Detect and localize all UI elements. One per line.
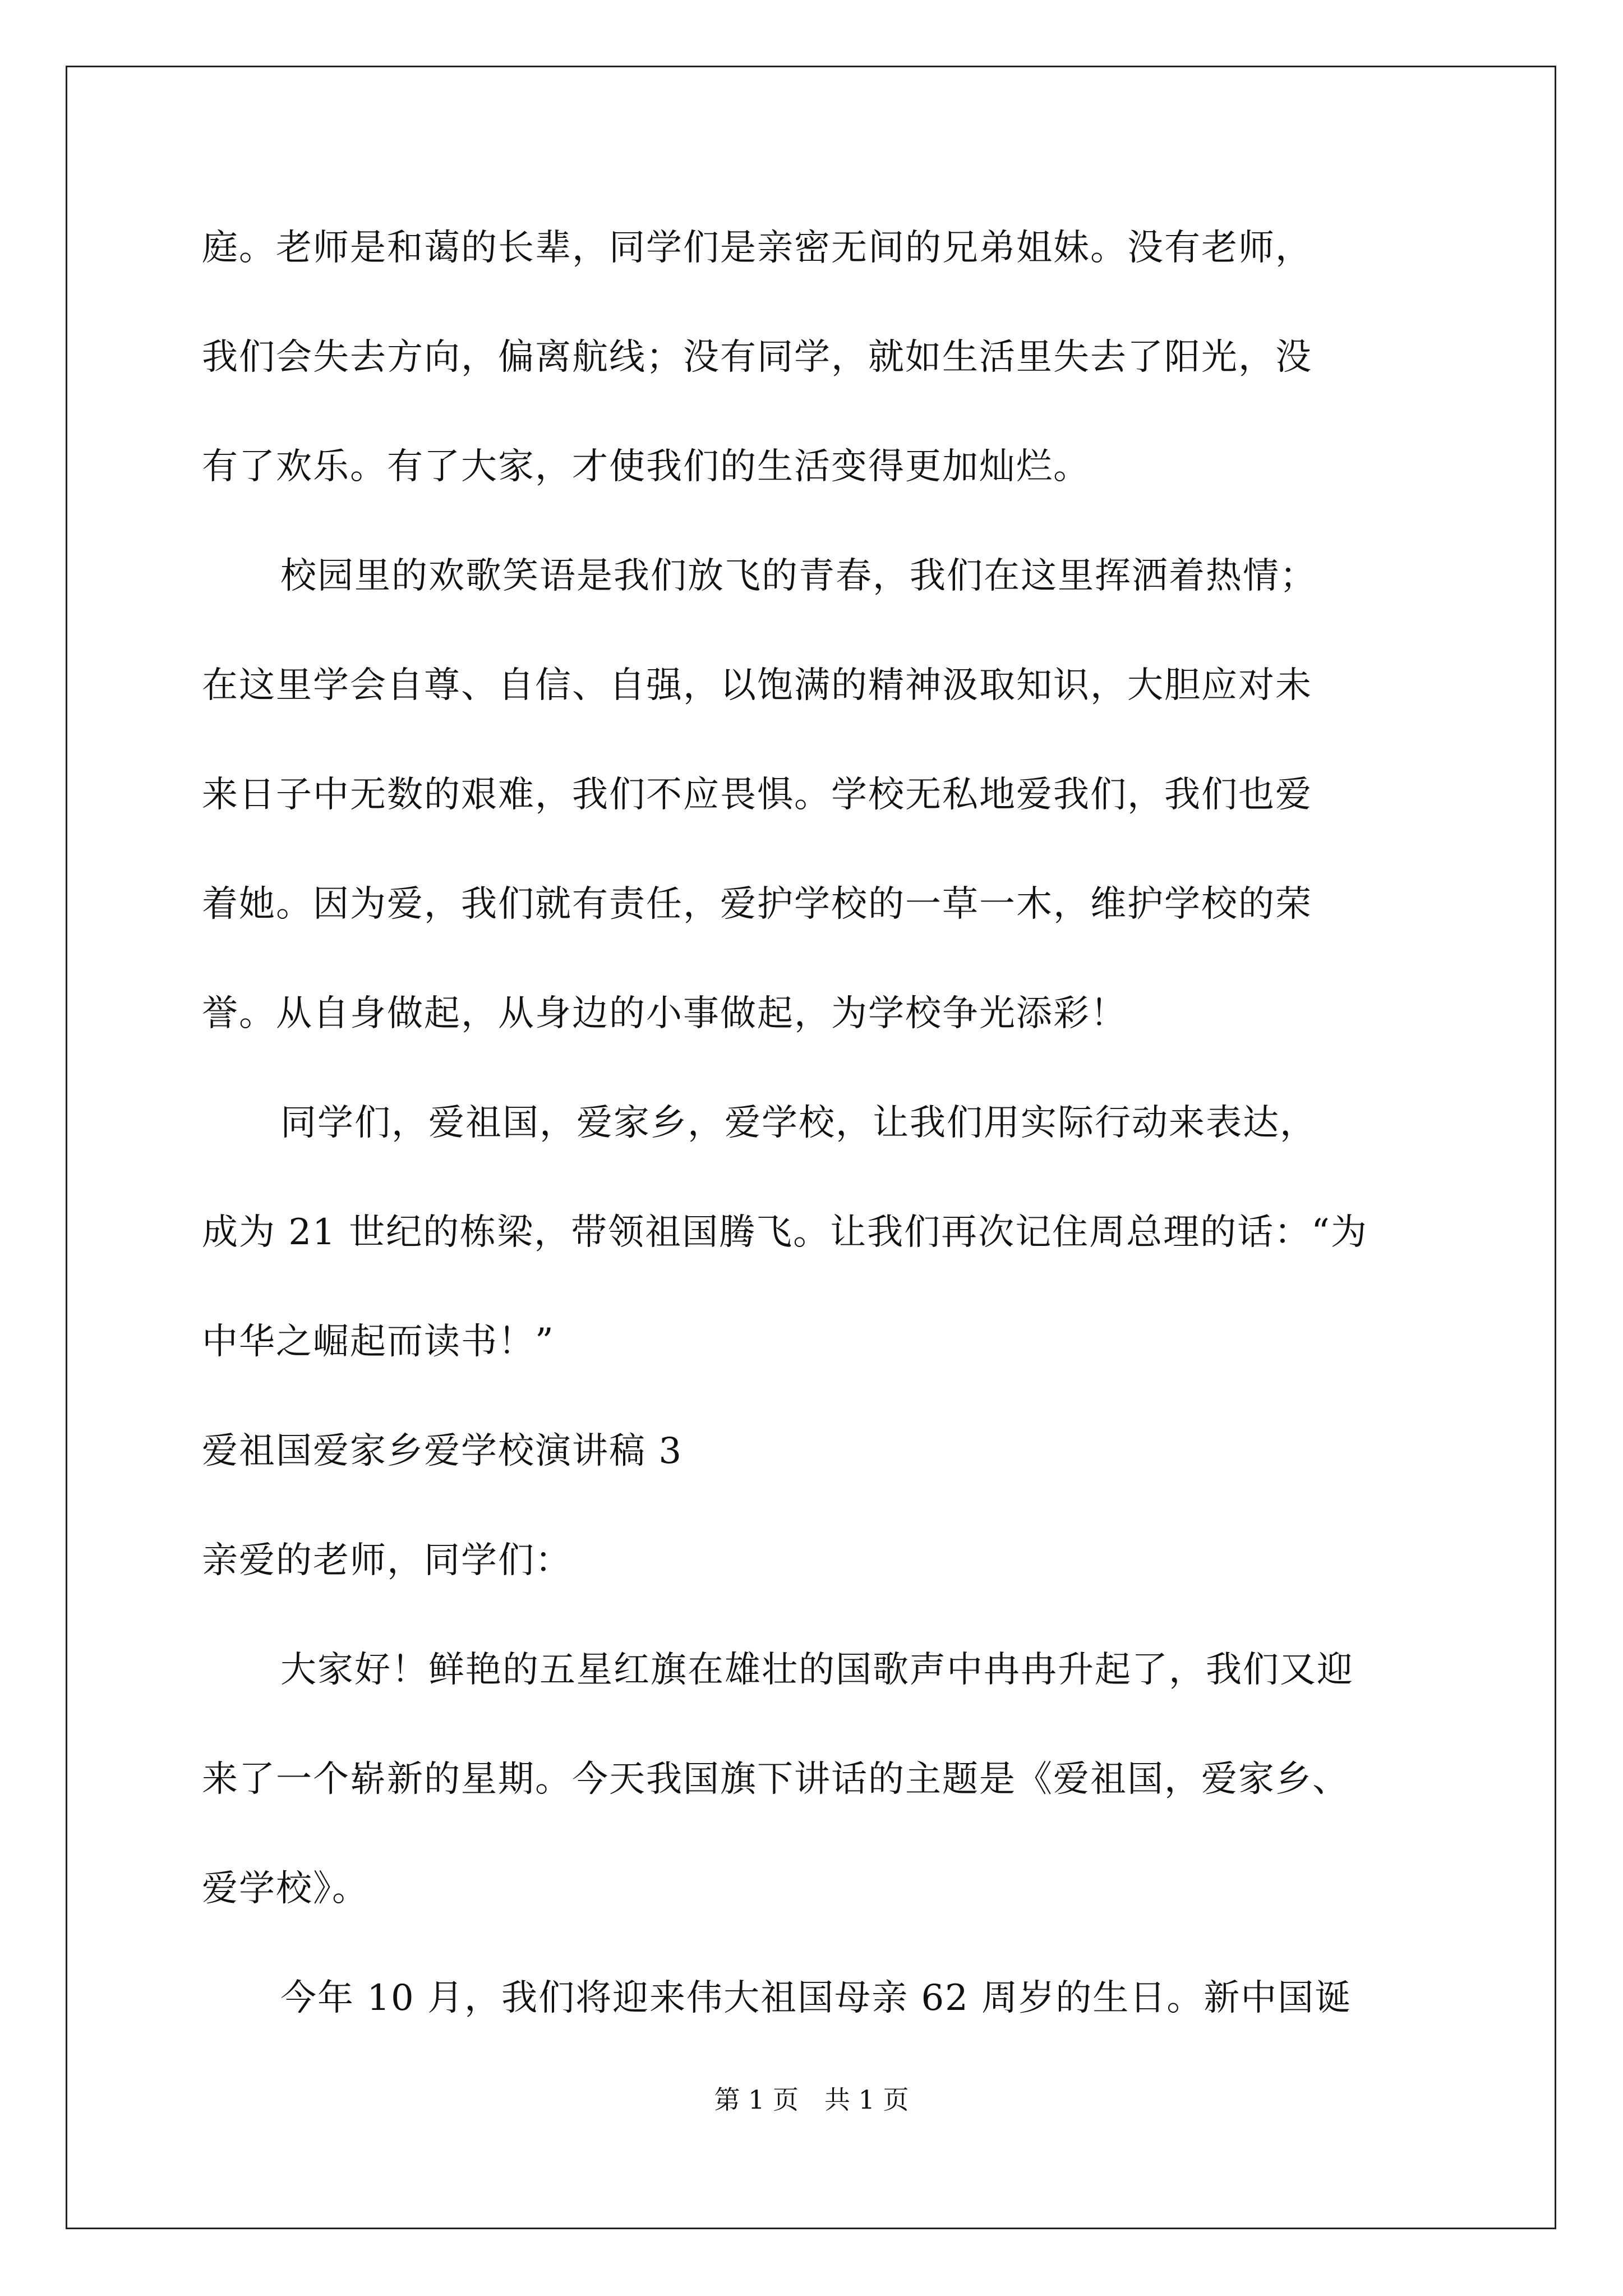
page-footer: 第 1 页 共 1 页 [714, 2085, 909, 2115]
text-line-7: 着她。因为爱，我们就有责任，爱护学校的一草一木，维护学校的荣 [202, 884, 1312, 925]
text-line-8: 誉。从自身做起，从身边的小事做起，为学校争光添彩！ [202, 993, 1127, 1034]
text-line-10: 成为 21 世纪的栋梁，带领祖国腾飞。让我们再次记住周总理的话：“为 [202, 1212, 1368, 1253]
text-line-16: 爱学校》。 [202, 1868, 369, 1910]
text-line-9: 同学们，爱祖国，爱家乡，爱学校，让我们用实际行动来表达， [280, 1102, 1317, 1144]
text-line-5: 在这里学会自尊、自信、自强，以饱满的精神汲取知识，大胆应对未 [202, 665, 1312, 706]
text-line-3: 有了欢乐。有了大家，才使我们的生活变得更加灿烂。 [202, 446, 1090, 487]
text-line-17: 今年 10 月，我们将迎来伟大祖国母亲 62 周岁的生日。新中国诞 [280, 1977, 1352, 2019]
text-line-15: 来了一个崭新的星期。今天我国旗下讲话的主题是《爱祖国，爱家乡、 [202, 1759, 1349, 1800]
text-line-4: 校园里的欢歌笑语是我们放飞的青春，我们在这里挥洒着热情； [280, 555, 1317, 597]
section-heading: 爱祖国爱家乡爱学校演讲稿 3 [202, 1430, 683, 1472]
text-line-1: 庭。老师是和蔼的长辈，同学们是亲密无间的兄弟姐妹。没有老师， [202, 227, 1312, 269]
text-line-2: 我们会失去方向，偏离航线；没有同学，就如生活里失去了阳光，没 [202, 337, 1312, 378]
salutation: 亲爱的老师，同学们： [202, 1540, 572, 1581]
text-line-14: 大家好！鲜艳的五星红旗在雄壮的国歌声中冉冉升起了，我们又迎 [280, 1649, 1354, 1691]
text-line-11: 中华之崛起而读书！” [202, 1321, 555, 1363]
text-line-6: 来日子中无数的艰难，我们不应畏惧。学校无私地爱我们，我们也爱 [202, 774, 1312, 816]
